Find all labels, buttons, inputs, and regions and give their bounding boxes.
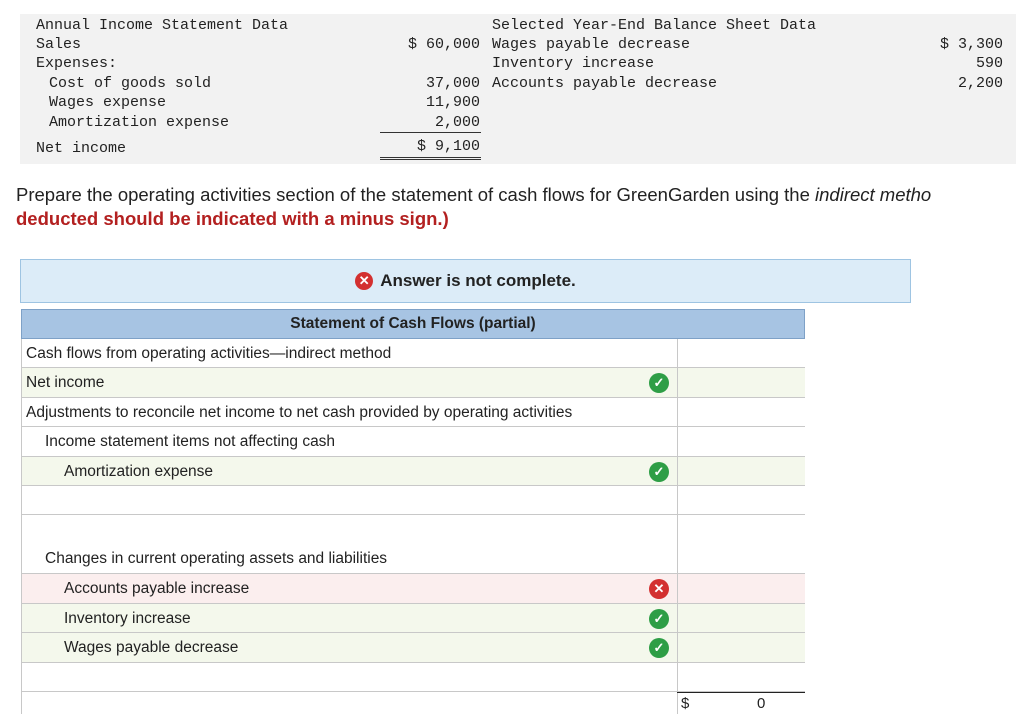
- amortization-value: 2,000: [434, 114, 480, 131]
- amount-cell[interactable]: [677, 427, 806, 455]
- amount-cell[interactable]: [677, 604, 806, 632]
- table-row: [21, 368, 805, 397]
- table-row: [21, 486, 805, 515]
- row-label-cfo: Cash flows from operating activities—indirect method: [26, 345, 392, 362]
- check-circle-icon: ✓: [649, 638, 669, 658]
- question-instruction: deducted should be indicated with a minus sign.): [16, 208, 449, 229]
- row-label-noncash: Income statement items not affecting cash: [45, 433, 336, 451]
- table-row: [21, 427, 805, 456]
- row-label-changes: Changes in current operating assets and liabilities: [45, 550, 388, 568]
- sales-value: $ 60,000: [407, 36, 480, 53]
- table-row: [21, 339, 805, 368]
- amount-cell[interactable]: [677, 398, 806, 426]
- question-text: [16, 183, 1024, 231]
- table-title: Statement of Cash Flows (partial): [21, 309, 805, 339]
- income-statement-heading: Annual Income Statement Data: [36, 17, 289, 34]
- row-label-net-income[interactable]: Net income: [26, 374, 105, 392]
- table-row: [21, 604, 805, 633]
- check-circle-icon: ✓: [649, 462, 669, 482]
- table-row: [21, 574, 805, 603]
- total-rule: [677, 692, 805, 693]
- table-row: [21, 398, 805, 427]
- amount-cell[interactable]: [677, 457, 806, 485]
- row-label-accounts-payable[interactable]: Accounts payable increase: [64, 580, 250, 598]
- expenses-label: Expenses:: [36, 55, 118, 72]
- row-label-amortization[interactable]: Amortization expense: [64, 462, 214, 480]
- cash-flow-table: [21, 309, 805, 714]
- question-italic: indirect metho: [815, 184, 932, 205]
- wages-expense-label: Wages expense: [49, 94, 167, 111]
- inventory-label: Inventory increase: [492, 55, 655, 72]
- amount-cell[interactable]: [677, 515, 806, 573]
- amount-cell[interactable]: [677, 368, 806, 396]
- amount-cell[interactable]: [677, 663, 806, 691]
- answer-status-text: Answer is not complete.: [380, 271, 576, 290]
- total-currency: $: [681, 694, 690, 712]
- total-row: [21, 692, 805, 714]
- inventory-value: 590: [975, 55, 1003, 72]
- row-label-inventory[interactable]: Inventory increase: [64, 609, 191, 627]
- cogs-label: Cost of goods sold: [49, 75, 212, 92]
- net-income-value: $ 9,100: [416, 138, 480, 155]
- net-income-label: Net income: [36, 140, 127, 157]
- table-row: [21, 663, 805, 692]
- total-value: 0: [757, 694, 766, 712]
- balance-sheet-heading: Selected Year-End Balance Sheet Data: [492, 17, 817, 34]
- check-circle-icon: ✓: [649, 609, 669, 629]
- amount-cell[interactable]: [677, 633, 806, 661]
- x-circle-icon: ✕: [649, 579, 669, 599]
- table-row: [21, 633, 805, 662]
- problem-data-panel: [20, 14, 1016, 164]
- sales-label: Sales: [36, 36, 82, 53]
- amortization-label: Amortization expense: [49, 114, 230, 131]
- answer-status-banner: [20, 259, 911, 303]
- table-row: [21, 457, 805, 486]
- row-label-wages-payable[interactable]: Wages payable decrease: [64, 639, 239, 657]
- accounts-payable-label: Accounts payable decrease: [492, 75, 718, 92]
- table-left-border: [21, 339, 22, 714]
- question-part1: Prepare the operating activities section of the statement of cash flows for GreenGarden using the: [16, 184, 816, 205]
- amount-cell[interactable]: [677, 339, 806, 367]
- amount-cell[interactable]: [677, 574, 806, 602]
- table-row: [21, 515, 805, 574]
- wages-expense-value: 11,900: [425, 94, 480, 111]
- wages-payable-value: $ 3,300: [939, 36, 1003, 53]
- total-double-rule: [380, 157, 481, 160]
- check-circle-icon: ✓: [649, 373, 669, 393]
- amount-cell[interactable]: [677, 486, 806, 514]
- accounts-payable-value: 2,200: [957, 75, 1003, 92]
- cogs-value: 37,000: [425, 75, 480, 92]
- total-amount-cell[interactable]: [677, 692, 806, 714]
- wages-payable-label: Wages payable decrease: [492, 36, 691, 53]
- subtotal-rule: [380, 132, 481, 133]
- row-label-adjustments: Adjustments to reconcile net income to net cash provided by operating activities: [26, 403, 573, 421]
- x-circle-icon: ✕: [355, 272, 373, 290]
